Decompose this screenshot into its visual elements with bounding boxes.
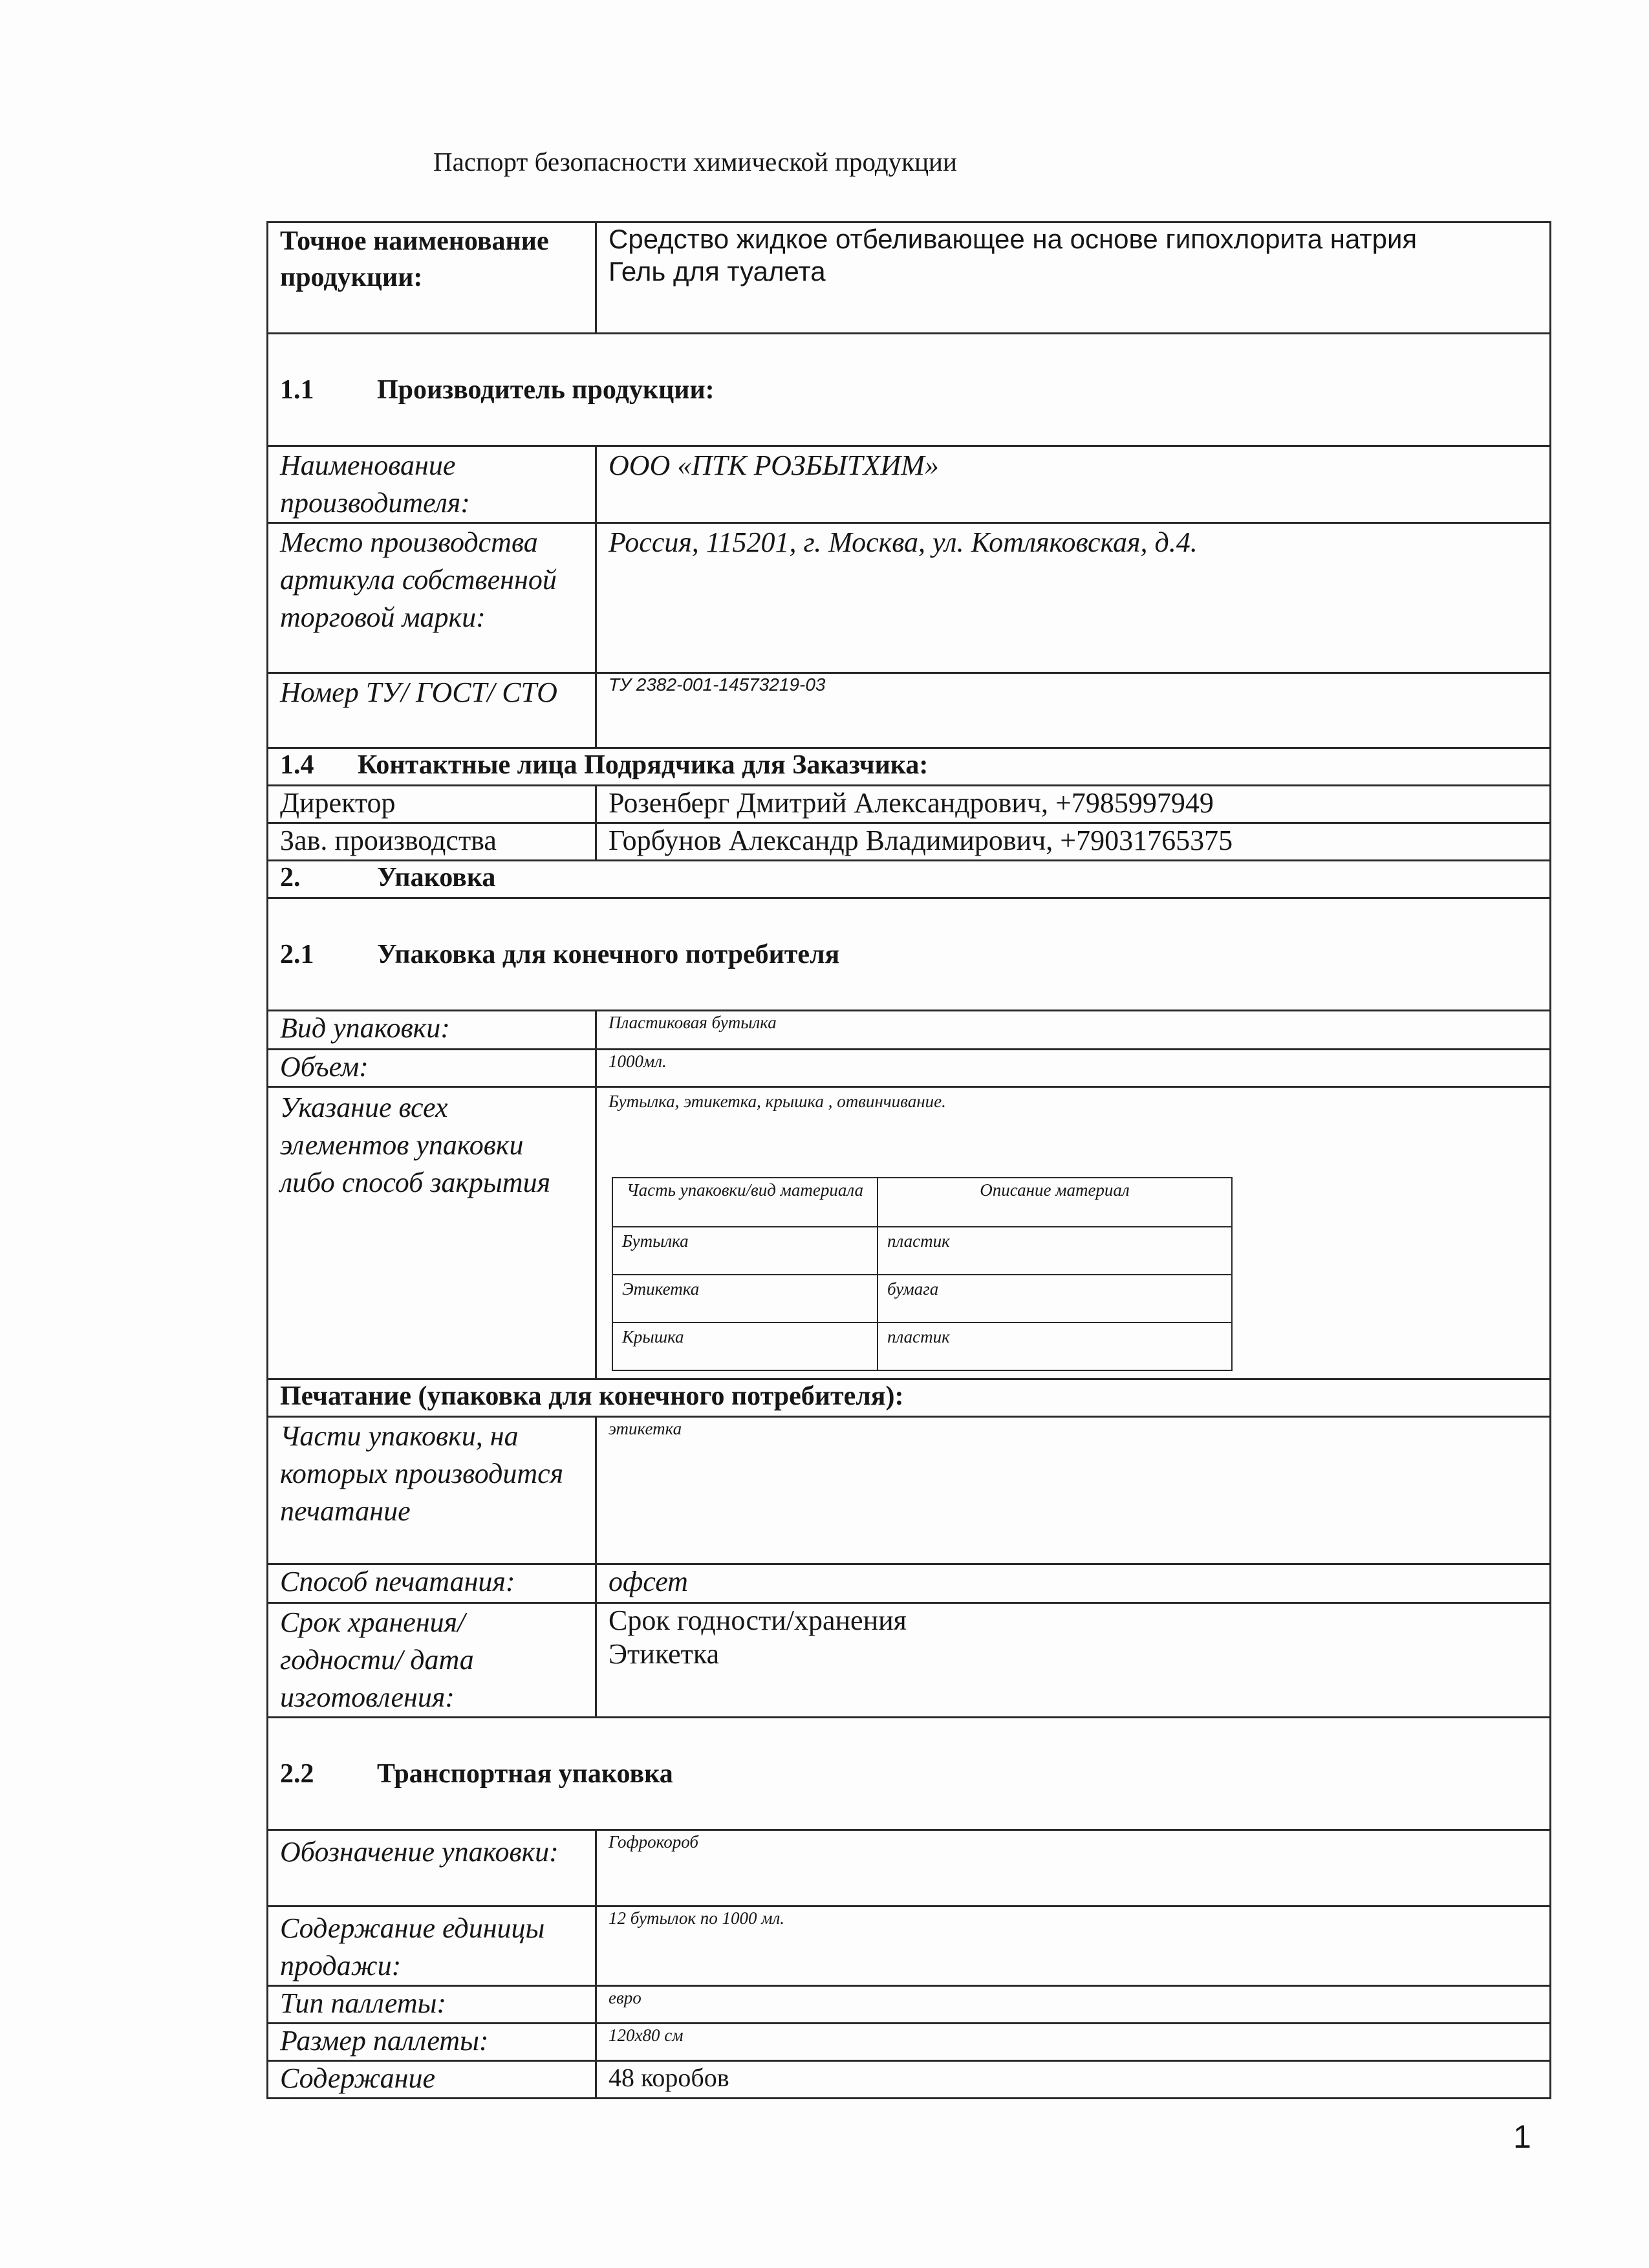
- section-2-1-row: [268, 898, 1551, 1011]
- package-type-row: [268, 1011, 1551, 1050]
- product-name-value: [596, 222, 1551, 334]
- pallet-size-label: Размер паллеты:: [268, 2024, 596, 2061]
- materials-header-cell: Описание материал: [878, 1178, 1232, 1227]
- page-number: 1: [1513, 2119, 1531, 2155]
- materials-cell: Крышка: [612, 1323, 878, 1370]
- spec-number-row: [268, 673, 1551, 748]
- section-number: 1.1: [280, 374, 314, 405]
- printing-section-heading: Печатание (упаковка для конечного потребителя):: [268, 1379, 1551, 1417]
- expiry-value: [596, 1603, 1551, 1718]
- print-method-value: офсет: [596, 1564, 1551, 1603]
- section-number: 1.4: [280, 750, 314, 780]
- printed-parts-value: этикетка: [596, 1417, 1551, 1564]
- package-type-label: Вид упаковки:: [268, 1011, 596, 1050]
- section-2-2-row: [268, 1718, 1551, 1830]
- transport-designation-label: Обозначение упаковки:: [268, 1830, 596, 1906]
- materials-cell: Этикетка: [612, 1275, 878, 1323]
- section-number: 2.2: [280, 1758, 314, 1789]
- section-title: Контактные лица Подрядчика для Заказчика:: [358, 750, 929, 780]
- expiry-line2: Этикетка: [609, 1638, 720, 1670]
- transport-designation-value: Гофрокороб: [596, 1830, 1551, 1906]
- product-row: [268, 222, 1551, 334]
- sale-unit-row: [268, 1906, 1551, 1986]
- section-2-heading: [268, 861, 1551, 898]
- product-name-line1: Средство жидкое отбеливающее на основе гипохлорита натрия: [609, 224, 1417, 254]
- materials-cell: пластик: [878, 1227, 1232, 1275]
- contact-role: Директор: [268, 786, 596, 823]
- print-method-row: [268, 1564, 1551, 1603]
- contact-person: Розенберг Дмитрий Александрович, +7985997949: [596, 786, 1551, 823]
- contact-row: [268, 786, 1551, 823]
- expiry-row: [268, 1603, 1551, 1718]
- printed-parts-label: Части упаковки, на которых производится печатание: [268, 1417, 596, 1564]
- packaging-elements-label: Указание всех элементов упаковки либо способ закрытия: [268, 1087, 596, 1379]
- materials-cell: Бутылка: [612, 1227, 878, 1275]
- production-place-value: Россия, 115201, г. Москва, ул. Котляковская, д.4.: [596, 523, 1551, 673]
- transport-designation-row: [268, 1830, 1551, 1906]
- section-number: 2.1: [280, 939, 314, 969]
- pallet-type-value: евро: [596, 1986, 1551, 2024]
- printed-parts-row: [268, 1417, 1551, 1564]
- section-title: Упаковка: [377, 863, 496, 892]
- materials-cell: бумага: [878, 1275, 1232, 1323]
- sale-unit-value: 12 бутылок по 1000 мл.: [596, 1906, 1551, 1986]
- manufacturer-name-value: ООО «ПТК РОЗБЫТХИМ»: [596, 446, 1551, 523]
- package-type-value: Пластиковая бутылка: [596, 1011, 1551, 1050]
- spec-number-value: ТУ 2382-001-14573219-03: [596, 673, 1551, 748]
- pallet-size-value: 120х80 см: [596, 2024, 1551, 2061]
- section-number: 2.: [280, 863, 301, 892]
- section-title: Производитель продукции:: [377, 374, 715, 405]
- spec-number-label: Номер ТУ/ ГОСТ/ СТО: [268, 673, 596, 748]
- pallet-size-row: [268, 2024, 1551, 2061]
- pallet-content-label: Содержание: [268, 2061, 596, 2099]
- section-2-2-heading: [268, 1718, 1551, 1830]
- manufacturer-name-row: [268, 446, 1551, 523]
- print-method-label: Способ печатания:: [268, 1564, 596, 1603]
- pallet-type-label: Тип паллеты:: [268, 1986, 596, 2024]
- expiry-label: Срок хранения/ годности/ дата изготовления:: [268, 1603, 596, 1718]
- printing-section-row: [268, 1379, 1551, 1417]
- product-name-label: Точное наименование продукции:: [268, 222, 596, 334]
- production-place-label: Место производства артикула собственной торговой марки:: [268, 523, 596, 673]
- contact-row: [268, 823, 1551, 861]
- materials-row: [612, 1275, 1232, 1323]
- materials-table: [612, 1177, 1233, 1371]
- production-place-row: [268, 523, 1551, 673]
- section-1-1-heading: [268, 334, 1551, 446]
- safety-passport-form: [266, 221, 1551, 2099]
- sale-unit-label: Содержание единицы продажи:: [268, 1906, 596, 1986]
- product-name-line2: Гель для туалета: [609, 256, 826, 286]
- packaging-elements-row: [268, 1087, 1551, 1379]
- expiry-line1: Срок годности/хранения: [609, 1604, 907, 1636]
- packaging-elements-value: [596, 1087, 1551, 1379]
- pallet-content-value: 48 коробов: [596, 2061, 1551, 2099]
- volume-value: 1000мл.: [596, 1050, 1551, 1087]
- volume-label: Объем:: [268, 1050, 596, 1087]
- materials-header-row: [612, 1178, 1232, 1227]
- pallet-content-row: [268, 2061, 1551, 2099]
- pallet-type-row: [268, 1986, 1551, 2024]
- materials-row: [612, 1323, 1232, 1370]
- materials-row: [612, 1227, 1232, 1275]
- section-1-1-row: [268, 334, 1551, 446]
- section-title: Упаковка для конечного потребителя: [377, 939, 840, 969]
- materials-header-cell: Часть упаковки/вид материала: [612, 1178, 878, 1227]
- packaging-elements-text: Бутылка, этикетка, крышка , отвинчивание.: [609, 1092, 946, 1111]
- section-1-4-row: [268, 748, 1551, 786]
- volume-row: [268, 1050, 1551, 1087]
- document-title: Паспорт безопасности химической продукции: [433, 147, 957, 177]
- contact-person: Горбунов Александр Владимирович, +79031765375: [596, 823, 1551, 861]
- contact-role: Зав. производства: [268, 823, 596, 861]
- section-1-4-heading: [268, 748, 1551, 786]
- section-title: Транспортная упаковка: [377, 1758, 673, 1789]
- manufacturer-name-label: Наименование производителя:: [268, 446, 596, 523]
- section-2-1-heading: [268, 898, 1551, 1011]
- materials-cell: пластик: [878, 1323, 1232, 1370]
- section-2-row: [268, 861, 1551, 898]
